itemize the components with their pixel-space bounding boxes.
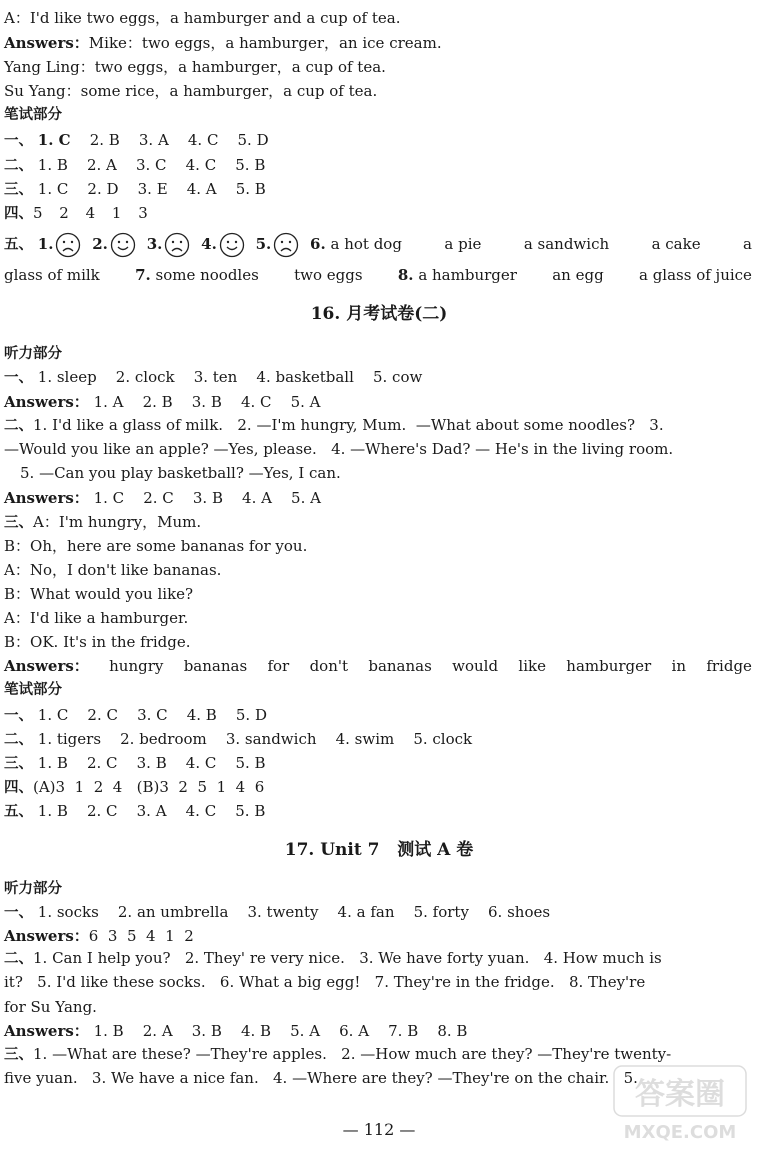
s16-answers-1: Answers： 1. A 2. B 3. B 4. C 5. A	[4, 393, 321, 411]
s16-dialog-6: B：OK. It's in the fridge.	[4, 633, 191, 651]
watermark-text-bottom: MXQE.COM	[623, 1122, 737, 1143]
happy-face-icon	[110, 232, 136, 258]
s16-written-row-4: 四、(A)3 1 2 4 (B)3 2 5 1 4 6	[4, 778, 265, 796]
s16-listen-row-2: 二、1. I'd like a glass of milk. 2. —I'm hungry, Mum. —What about some noodles? 3.	[4, 416, 664, 434]
answer-row-5-faces: 五、 1. 2. 3. 4. 5. 6. a hot dog a pie a sandwich a cake a	[4, 230, 752, 258]
s16-listen-row-2b: —Would you like an apple? —Yes, please. 4. —Where's Dad? — He's in the living room.	[4, 440, 674, 458]
answer-row-5-cont: glass of milk 7. some noodles two eggs 8. a hamburger an egg a glass of juice	[4, 266, 752, 284]
s16-listen-row-2c: 5. —Can you play basketball? —Yes, I can.	[20, 464, 341, 482]
answer-row-2: 二、 1. B 2. A 3. C 4. C 5. B	[4, 156, 266, 174]
answer-row-1: 一、 1. C 2. B 3. A 4. C 5. D	[4, 131, 269, 149]
page-number: — 112 —	[342, 1120, 416, 1139]
s17-listen-row-2c: for Su Yang.	[4, 998, 97, 1016]
line-yangling: Yang Ling：two eggs，a hamburger，a cup of tea.	[4, 58, 386, 76]
s16-dialog-2: B：Oh，here are some bananas for you.	[4, 537, 308, 555]
s17-listen-row-2b: it? 5. I'd like these socks. 6. What a big egg! 7. They're in the fridge. 8. They're	[4, 973, 646, 991]
watermark-logo	[610, 1062, 750, 1146]
s16-listen-row-1: 一、 1. sleep 2. clock 3. ten 4. basketball 5. cow	[4, 368, 423, 386]
s16-written-row-2: 二、 1. tigers 2. bedroom 3. sandwich 4. swim 5. clock	[4, 730, 473, 748]
section-written-16: 笔试部分	[4, 682, 62, 698]
s16-dialog-1: 三、A：I'm hungry，Mum.	[4, 513, 202, 531]
watermark-text-top: 答案圈	[635, 1077, 725, 1112]
s17-answers-2: Answers： 1. B 2. A 3. B 4. B 5. A 6. A 7. B 8. B	[4, 1022, 468, 1040]
line-suyang: Su Yang：some rice，a hamburger，a cup of tea.	[4, 82, 378, 100]
faces-group: 五、 1. 2. 3. 4. 5. 6. a hot dog	[4, 230, 402, 258]
answer-row-3: 三、 1. C 2. D 3. E 4. A 5. B	[4, 180, 266, 198]
section-written-1: 笔试部分	[4, 107, 62, 123]
s17-answers-1: Answers：6 3 5 4 1 2	[4, 927, 194, 945]
s16-written-row-3: 三、 1. B 2. C 3. B 4. C 5. B	[4, 754, 266, 772]
sad-face-icon	[164, 232, 190, 258]
s17-listen-row-3: 三、1. —What are these? —They're apples. 2. —How much are they? —They're twenty-	[4, 1045, 672, 1063]
section-listening-17: 听力部分	[4, 881, 62, 897]
s17-listen-row-3b: five yuan. 3. We have a nice fan. 4. —Where are they? —They're on the chair. 5.	[4, 1069, 638, 1087]
s16-answers-3: Answers： hungry bananas for don't bananas would like hamburger in fridge	[4, 657, 752, 675]
section-listening-16: 听力部分	[4, 346, 62, 362]
s16-dialog-3: A：No，I don't like bananas.	[4, 561, 222, 579]
s16-dialog-4: B：What would you like?	[4, 585, 194, 603]
s17-listen-row-1: 一、 1. socks 2. an umbrella 3. twenty 4. a fan 5. forty 6. shoes	[4, 903, 551, 921]
line-dialog-a: A：I'd like two eggs，a hamburger and a cup of tea.	[4, 9, 401, 27]
s16-dialog-5: A：I'd like a hamburger.	[4, 609, 189, 627]
line-answers-mike: Answers：Mike：two eggs，a hamburger，an ice cream.	[4, 34, 442, 52]
answer-row-4: 四、5 2 4 1 3	[4, 204, 148, 222]
s16-answers-2: Answers： 1. C 2. C 3. B 4. A 5. A	[4, 489, 321, 507]
s17-listen-row-2: 二、1. Can I help you? 2. They' re very nice. 3. We have forty yuan. 4. How much is	[4, 949, 662, 967]
sad-face-icon	[273, 232, 299, 258]
section-17-title: 17. Unit 7 测试 A 卷	[284, 840, 474, 860]
happy-face-icon	[219, 232, 245, 258]
s16-written-row-5: 五、 1. B 2. C 3. A 4. C 5. B	[4, 802, 266, 820]
sad-face-icon	[55, 232, 81, 258]
section-16-title: 16. 月考试卷(二)	[310, 304, 448, 324]
s16-written-row-1: 一、 1. C 2. C 3. C 4. B 5. D	[4, 706, 267, 724]
